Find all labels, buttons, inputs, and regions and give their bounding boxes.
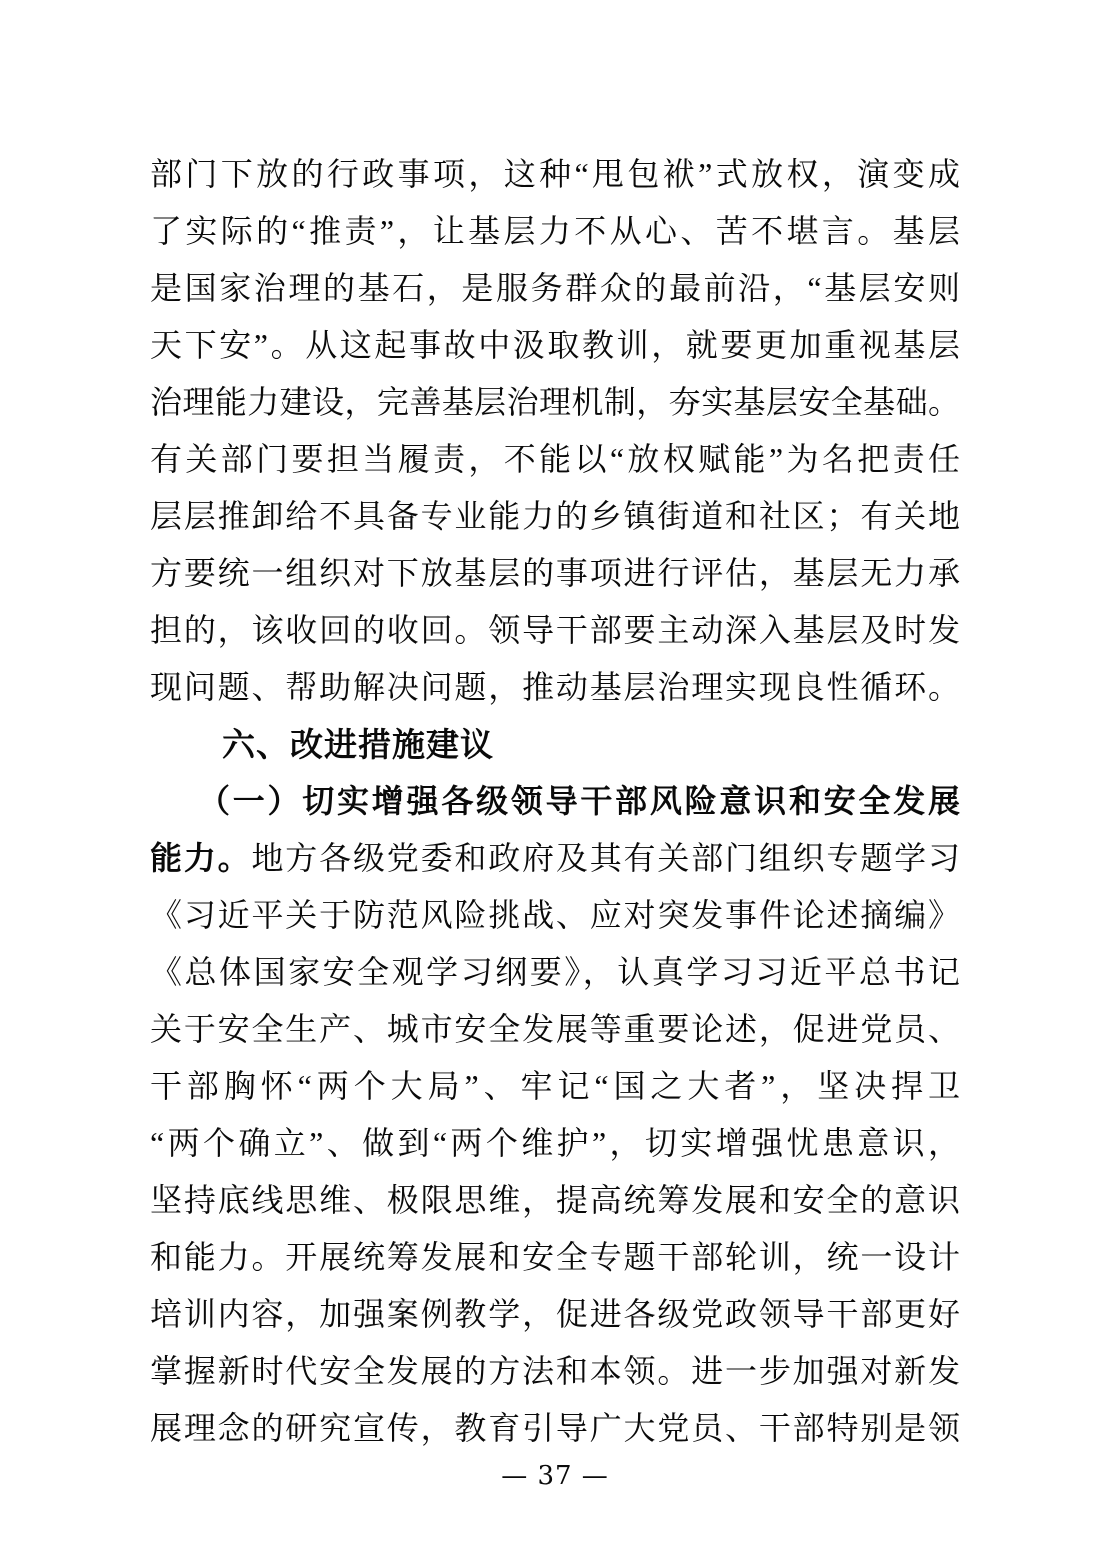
subheading-text: （一）切实增强各级领导干部风险意识和安全发展 xyxy=(198,783,960,819)
body-text: 方要统一组织对下放基层的事项进行评估，基层无力承 xyxy=(150,555,960,591)
body-text: 坚持底线思维、极限思维，提高统筹发展和安全的意识 xyxy=(150,1182,960,1218)
body-text: 和能力。开展统筹发展和安全专题干部轮训，统一设计 xyxy=(150,1239,960,1275)
body-text: 是国家治理的基石，是服务群众的最前沿，“基层安则 xyxy=(150,270,960,306)
text-line xyxy=(150,374,960,431)
body-text: 干部胸怀“两个大局”、牢记“国之大者”，坚决捍卫 xyxy=(150,1068,960,1104)
text-line xyxy=(150,773,960,830)
text-line xyxy=(150,1115,960,1172)
body-text: 培训内容，加强案例教学，促进各级党政领导干部更好 xyxy=(150,1296,960,1332)
body-text: 担的，该收回的收回。领导干部要主动深入基层及时发 xyxy=(150,612,960,648)
body-text: 《总体国家安全观学习纲要》，认真学习习近平总书记 xyxy=(150,954,960,990)
text-line xyxy=(150,431,960,488)
text-line xyxy=(150,1343,960,1400)
text-line xyxy=(150,317,960,374)
text-line xyxy=(150,830,960,887)
page-number: — 37 — xyxy=(501,1461,609,1491)
text-line xyxy=(150,1001,960,1058)
body-text: 有关部门要担当履责，不能以“放权赋能”为名把责任 xyxy=(150,441,960,477)
text-line xyxy=(150,1229,960,1286)
document-body xyxy=(150,146,960,1457)
body-text: 天下安”。从这起事故中汲取教训，就要更加重视基层 xyxy=(150,327,960,363)
text-line xyxy=(150,488,960,545)
text-line xyxy=(150,1400,960,1457)
heading-text: 六、改进措施建议 xyxy=(222,726,494,763)
text-line xyxy=(150,1058,960,1115)
text-line xyxy=(150,260,960,317)
text-line xyxy=(150,545,960,602)
body-text: 展理念的研究宣传，教育引导广大党员、干部特别是领 xyxy=(150,1410,960,1446)
body-text: 关于安全生产、城市安全发展等重要论述，促进党员、 xyxy=(150,1011,960,1047)
body-text: 治理能力建设，完善基层治理机制，夯实基层安全基础。 xyxy=(150,384,960,420)
body-text: 部门下放的行政事项，这种“甩包袱”式放权，演变成 xyxy=(150,156,960,192)
body-text: 现问题、帮助解决问题，推动基层治理实现良性循环。 xyxy=(150,669,960,705)
text-line xyxy=(150,203,960,260)
body-text: 了实际的“推责”，让基层力不从心、苦不堪言。基层 xyxy=(150,213,960,249)
text-line xyxy=(150,1286,960,1343)
text-line xyxy=(150,944,960,1001)
text-line xyxy=(150,887,960,944)
text-line xyxy=(150,1172,960,1229)
body-text: “两个确立”、做到“两个维护”，切实增强忧患意识， xyxy=(150,1125,960,1161)
page-footer xyxy=(150,1461,960,1491)
body-text: 地方各级党委和政府及其有关部门组织专题学习 xyxy=(251,840,960,876)
text-line xyxy=(150,659,960,716)
text-line xyxy=(150,146,960,203)
body-text: 层层推卸给不具备专业能力的乡镇街道和社区；有关地 xyxy=(150,498,960,534)
subheading-text: 能力。 xyxy=(150,840,252,876)
body-text: 《习近平关于防范风险挑战、应对突发事件论述摘编》 xyxy=(150,897,960,933)
section-heading xyxy=(150,716,960,773)
text-line xyxy=(150,602,960,659)
body-text: 掌握新时代安全发展的方法和本领。进一步加强对新发 xyxy=(150,1353,960,1389)
